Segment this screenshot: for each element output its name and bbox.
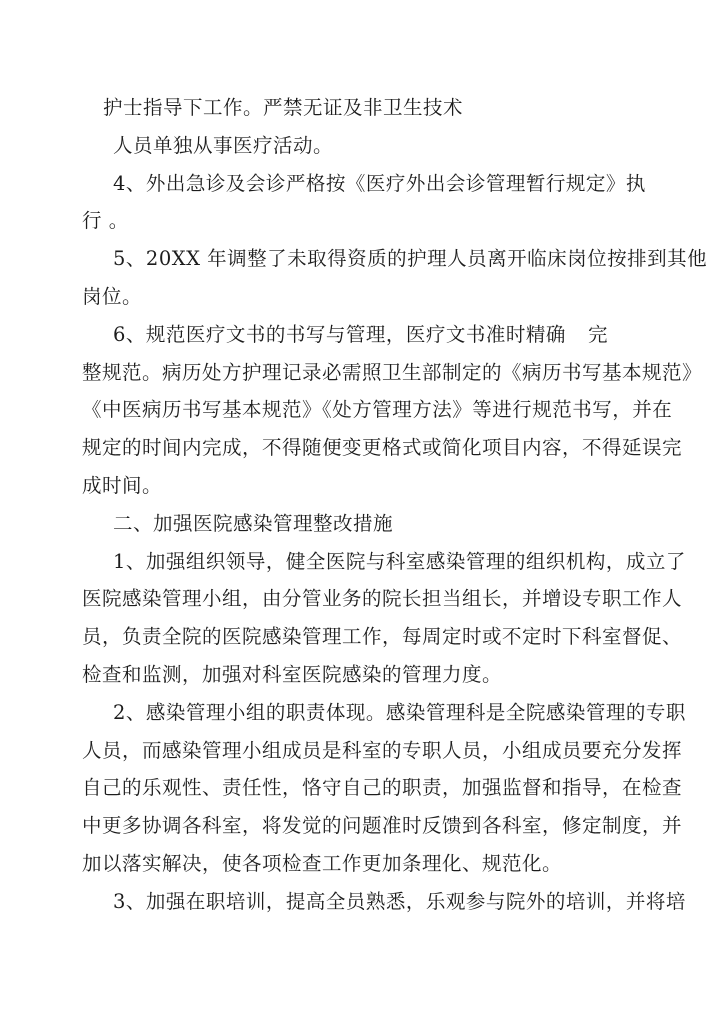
text-line <box>82 807 683 845</box>
line-text: 4、外出急诊及会诊严格按《医疗外出会诊管理暂行规定》执 <box>113 171 646 195</box>
line-text: 护士指导下工作。严禁无证及非卫生技术 <box>103 96 464 119</box>
line-text: 加以落实解决，使各项检查工作更加条理化、规范化。 <box>82 851 563 875</box>
line-text: 自己的乐观性、责任性，恪守自己的职责，加强监督和指导，在检查 <box>82 776 683 800</box>
text-line <box>82 202 622 240</box>
text-line <box>82 543 686 581</box>
document-body <box>82 89 708 921</box>
line-text: 人员单独从事医疗活动。 <box>113 133 334 157</box>
line-text: 医院感染管理小组，由分管业务的院长担当组长，并增设专职工作人 <box>82 587 683 611</box>
text-line <box>82 845 622 883</box>
text-line <box>82 429 683 467</box>
text-line <box>82 769 683 807</box>
line-text: 5、20XX 年调整了未取得资质的护理人员离开临床岗位按排到其他 <box>113 247 708 271</box>
text-line <box>82 278 622 316</box>
text-line <box>82 354 703 392</box>
line-text: 1、加强组织领导，健全医院与科室感染管理的组织机构，成立了 <box>113 549 686 573</box>
line-text: 员，负责全院的医院感染管理工作，每周定时或不定时下科室督促、 <box>82 625 683 649</box>
line-text: 3、加强在职培训，提高全员熟悉，乐观参与院外的培训，并将培 <box>113 889 686 913</box>
text-line <box>82 580 683 618</box>
line-text: 人员，而感染管理小组成员是科室的专职人员，小组成员要充分发挥 <box>82 738 683 762</box>
text-line <box>82 467 622 505</box>
line-text: 岗位。 <box>82 284 143 308</box>
line-text: 6、规范医疗文书的书写与管理，医疗文书准时精确 <box>113 322 566 346</box>
line-text: 2、感染管理小组的职责体现。感染管理科是全院感染管理的专职 <box>113 700 686 724</box>
line-text: 《中医病历书写基本规范》《处方管理方法》等进行规范书写，并在 <box>82 398 673 422</box>
text-line <box>82 391 673 429</box>
text-line <box>82 127 622 165</box>
text-line <box>82 89 622 127</box>
line-text: 规定的时间内完成，不得随便变更格式或简化项目内容，不得延误完 <box>82 436 683 460</box>
line-text-right-aligned: 完 <box>587 322 608 346</box>
text-line <box>82 505 622 543</box>
line-text: 检查和监测，加强对科室医院感染的管理力度。 <box>82 662 503 686</box>
text-line <box>82 240 708 278</box>
text-line <box>82 732 683 770</box>
text-line <box>82 656 622 694</box>
text-line <box>82 316 622 354</box>
text-line <box>82 618 683 656</box>
line-text: 二、加强医院感染管理整改措施 <box>113 511 394 535</box>
line-text: 整规范。病历处方护理记录必需照卫生部制定的《病历书写基本规范》 <box>82 360 703 384</box>
line-text: 行 。 <box>82 209 129 233</box>
line-text: 成时间。 <box>82 473 163 497</box>
text-line <box>82 883 686 921</box>
line-text: 中更多协调各科室，将发觉的问题准时反馈到各科室，修定制度，并 <box>82 814 683 838</box>
text-line <box>82 165 646 203</box>
text-line <box>82 694 686 732</box>
